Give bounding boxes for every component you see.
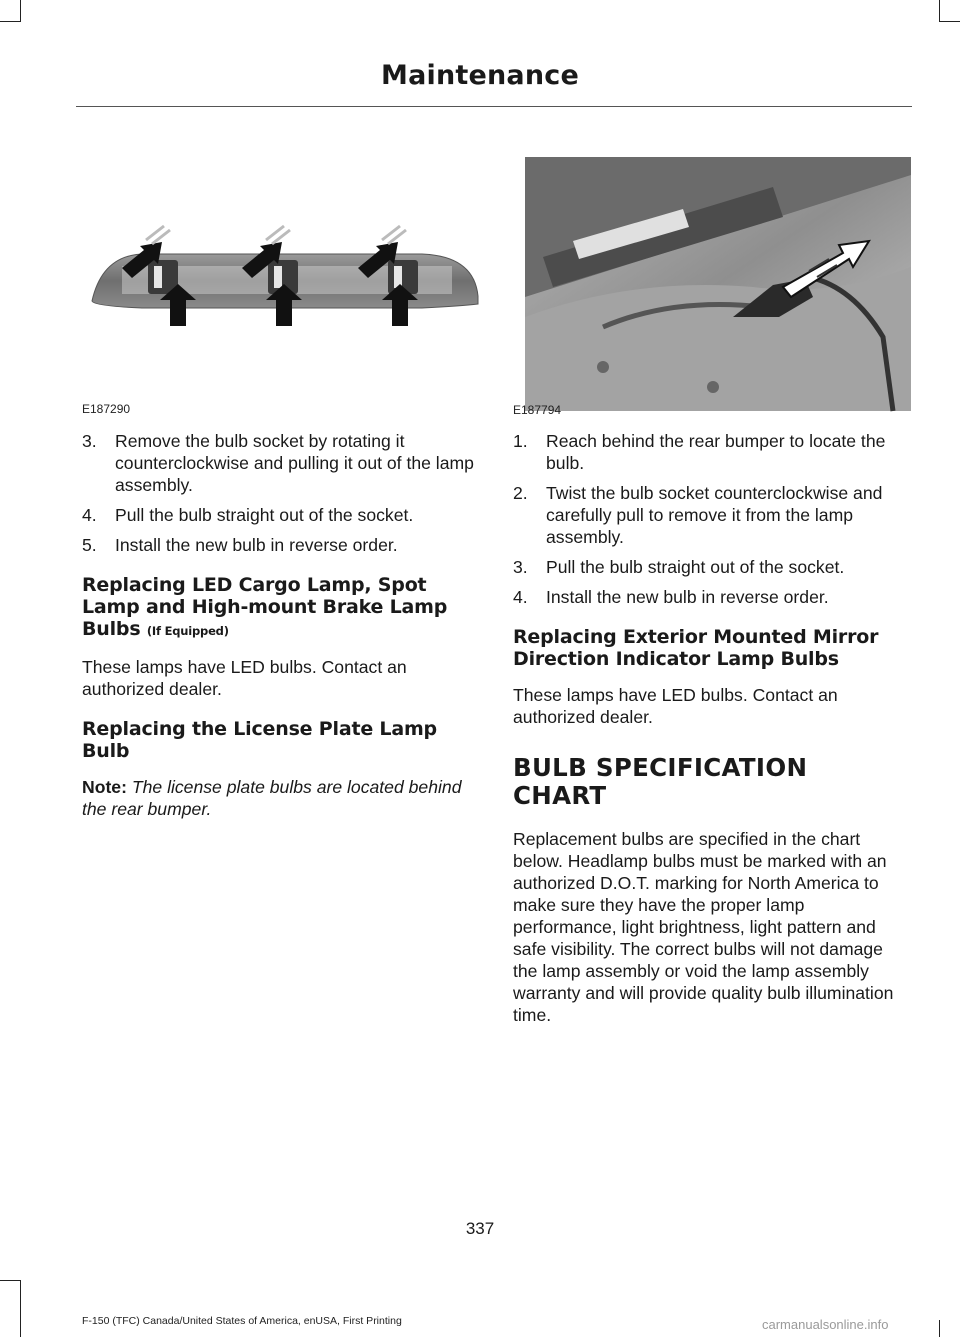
highmount-lamp-illustration [82,196,480,418]
crop-mark [0,21,21,22]
step-item: 3. Remove the bulb socket by rotating it counterclockwise and pulling it out of the lamp assembly. [82,431,474,495]
step-item: 1. Reach behind the rear bumper to locate the bulb. [513,431,886,473]
step-list [513,430,909,608]
note-text: The license plate bulbs are located behind the rear bumper. [82,777,462,819]
step-list [82,430,478,556]
left-column [82,430,478,832]
led-lamps-heading: Replacing LED Cargo Lamp, Spot Lamp and High-mount Brake Lamp Bulbs (If Equipped) [82,574,448,640]
figure-code: E187794 [513,403,562,417]
crop-mark [20,0,21,22]
header-divider [76,106,912,107]
crop-mark [0,1280,21,1281]
watermark: carmanualsonline.info [762,1317,889,1332]
crop-mark [939,0,940,22]
figure-code: E187290 [82,402,131,416]
right-column [513,430,909,1038]
mirror-lamp-heading: Replacing Exterior Mounted Mirror Direction Indicator Lamp Bulbs [513,626,879,670]
if-equipped-tag: (If Equipped) [146,624,229,638]
section-heading: BULB SPECIFICATION CHART [513,753,808,810]
license-lamp-illustration [513,157,911,419]
footer-text: F-150 (TFC) Canada/United States of America, enUSA, First Printing [82,1315,402,1327]
page-number: 337 [465,1219,495,1238]
mirror-lamp-text: These lamps have LED bulbs. Contact an authorized dealer. [513,685,838,727]
section-text: Replacement bulbs are specified in the chart below. Headlamp bulbs must be marked with an authorized D.O.T. marking for North America to make sure they have the proper lamp performance, light brightness, light pattern and safe visibility. The correct bulbs will not damage the lamp assembly or void the lamp assembly warranty and will provide quality bulb illumination time. [513,829,894,1025]
license-lamp-heading: Replacing the License Plate Lamp Bulb [82,718,437,762]
page-title: Maintenance [381,60,579,91]
step-item: 2. Twist the bulb socket counterclockwise and carefully pull to remove it from the lamp assembly. [513,483,883,547]
step-item: 4. Install the new bulb in reverse order. [513,587,829,607]
crop-mark [20,1280,21,1337]
step-item: 5. Install the new bulb in reverse order. [82,535,398,555]
step-item: 3. Pull the bulb straight out of the socket. [513,557,845,577]
crop-mark [939,21,960,22]
figure-highmount-lamp [82,196,480,418]
step-item: 4. Pull the bulb straight out of the socket. [82,505,414,525]
figure-license-lamp [513,157,911,419]
crop-mark [939,1320,940,1337]
led-lamps-text: These lamps have LED bulbs. Contact an authorized dealer. [82,657,407,699]
note-label: Note: [82,777,127,797]
note-paragraph [82,776,478,820]
